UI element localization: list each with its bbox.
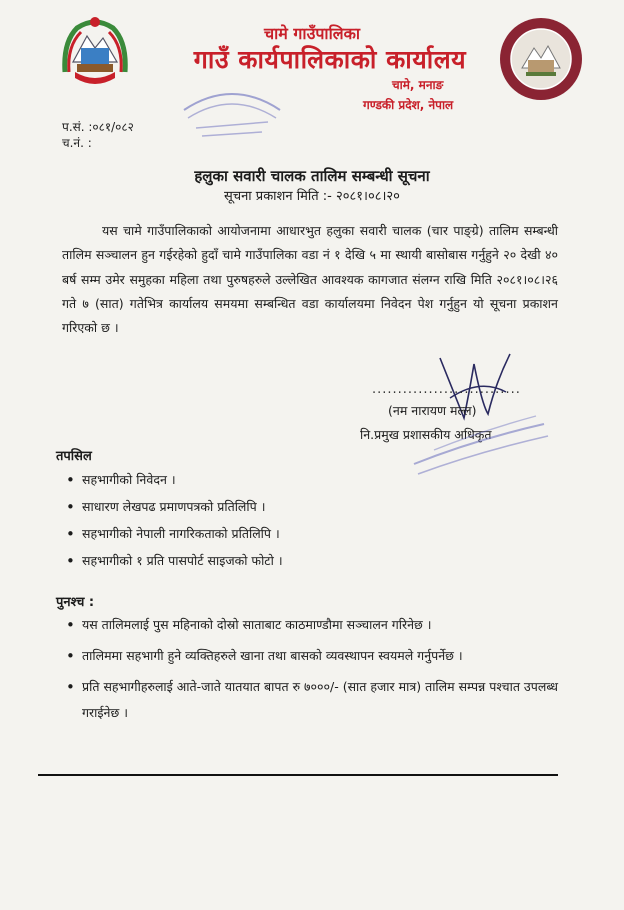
municipality-name: चामे गाउँपालिका xyxy=(263,24,361,43)
list-item: • सहभागीको १ प्रति पासपोर्ट साइजको फोटो । xyxy=(60,548,558,574)
signature-line: ............................. xyxy=(372,382,521,397)
list-item: • सहभागीको निवेदन । xyxy=(60,467,558,493)
list-item: • यस तालिमलाई पुस महिनाको दोस्रो साताबाट काठमाण्डौमा सञ्चालन गरिनेछ । xyxy=(60,612,558,638)
list-item: • प्रति सहभागीहरुलाई आते-जाते यातयात बापत रु ७०००/- (सात हजार मात्र) तालिम सम्पन्न पश्चात उपलब्ध गराईनेछ । xyxy=(60,674,558,726)
publication-date: सूचना प्रकाशन मिति :- २०८१।०८।२० xyxy=(224,189,400,204)
notice-title: हलुका सवारी चालक तालिम सम्बन्धी सूचना xyxy=(194,167,430,185)
bottom-divider xyxy=(38,774,558,776)
office-province: गण्डकी प्रदेश, नेपाल xyxy=(363,98,454,112)
letter-number: प.सं. :०८१/०८२ xyxy=(62,120,134,134)
office-stamp-icon xyxy=(178,82,286,144)
notice-body: यस चामे गाउँपालिकाको आयोजनामा आधारभुत हलुका सवारी चालक (चार पाङ्ग्रे) तालिम सम्बन्धी तालिम सञ्चालन हुन गईरहेको हुदाँ चामे गाउँपालिका वडा नं १ देखि ५ मा स्थायी बासोबास गर्नुहुने २० देखी ४० बर्ष सम्म उमेर समुहका महिला तथा पुरुषहरुले उल्लेखित आवश्यक कागजात संलग्न राखि मिति २०८१।०८।२६ गते ७ (सात) गतेभित्र कार्यालय समयमा सम्बन्धित वडा कार्यालयमा निवेदन पेश गर्नुहुन यो सूचना प्रकाशन गरिएको छ । xyxy=(62,223,558,336)
details-list xyxy=(60,467,558,575)
signatory-name: (नम नारायण मल्ल) xyxy=(388,403,477,418)
details-heading: तपसिल xyxy=(56,449,92,464)
list-item: • तालिममा सहभागी हुने व्यक्तिहरुले खाना तथा बासको व्यवस्थापन स्वयमले गर्नुपर्नेछ । xyxy=(60,643,558,669)
list-item: • सहभागीको नेपाली नागरिकताको प्रतिलिपि । xyxy=(60,521,558,547)
list-item: • साधारण लेखपढ प्रमाणपत्रको प्रतिलिपि । xyxy=(60,494,558,520)
office-name: गाउँ कार्यपालिकाको कार्यालय xyxy=(193,45,467,74)
office-location: चामे, मनाङ xyxy=(392,78,444,92)
dispatch-number: च.नं. : xyxy=(62,136,92,150)
postscript-heading: पुनश्च : xyxy=(56,595,95,610)
signatory-title: नि.प्रमुख प्रशासकीय अधिकृत xyxy=(360,427,492,442)
municipality-seal-icon xyxy=(498,16,584,102)
postscript-list xyxy=(60,612,558,731)
